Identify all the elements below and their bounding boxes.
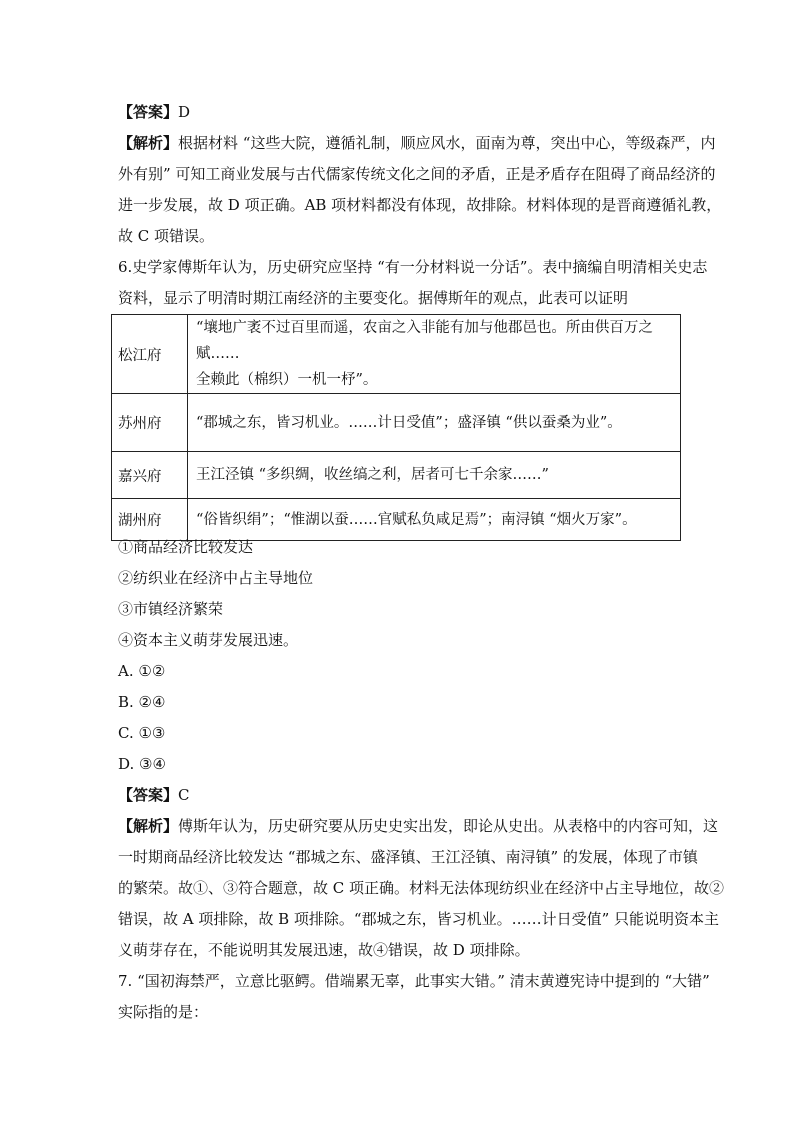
answer-value: C <box>178 786 190 804</box>
analysis-tag: 【解析】 <box>118 817 179 835</box>
table-row <box>112 452 681 499</box>
option-a: A. ①② <box>118 662 166 680</box>
analysis-5-line-2: 外有别” 可知工商业发展与古代儒家传统文化之间的矛盾，正是矛盾存在阻碍了商品经济的 <box>118 165 716 183</box>
source-table <box>111 314 681 541</box>
option-d: D. ③④ <box>118 755 166 773</box>
question-7-stem-line-2: 实际指的是： <box>118 1003 209 1021</box>
answer-5 <box>118 102 688 122</box>
table-row <box>112 499 681 541</box>
analysis-6-line-4: 错误，故 A 项排除，故 B 项排除。“郡城之东，皆习机业。……计日受值” 只能说明资本主 <box>118 910 720 928</box>
table-cell-text: “郡城之东，皆习机业。……计日受值”；盛泽镇 “供以蚕桑为业”。 <box>188 394 681 452</box>
option-b: B. ②④ <box>118 693 166 711</box>
analysis-5-line-1 <box>118 133 716 153</box>
table-row <box>112 394 681 452</box>
analysis-6-line-1 <box>118 816 719 836</box>
analysis-text: 根据材料 “这些大院，遵循礼制，顺应风水，面南为尊，突出中心，等级森严，内 <box>178 134 716 152</box>
statement-3: ③市镇经济繁荣 <box>118 600 224 618</box>
analysis-text: 傅斯年认为，历史研究要从历史史实出发，即论从史出。从表格中的内容可知，这 <box>178 817 719 835</box>
answer-tag: 【答案】 <box>118 103 179 121</box>
question-6-stem-line-2: 资料，显示了明清时期江南经济的主要变化。据傅斯年的观点，此表可以证明 <box>118 289 629 307</box>
answer-6 <box>118 785 688 805</box>
table-cell-place: 松江府 <box>112 315 188 394</box>
table-cell-place: 苏州府 <box>112 394 188 452</box>
table-cell-text: “俗皆织绢”；“惟湖以蚕……官赋私负咸足焉”；南浔镇 “烟火万家”。 <box>188 499 681 541</box>
statement-4: ④资本主义萌芽发展迅速。 <box>118 631 299 649</box>
table-cell-place: 湖州府 <box>112 499 188 541</box>
question-7-stem-line-1: 7. “国初海禁严，立意比驱鳄。借端累无辜，此事实大错。” 清末黄遵宪诗中提到的 “大错” <box>118 972 710 990</box>
statement-1: ①商品经济比较发达 <box>118 538 254 556</box>
question-6-stem-line-1: 6.史学家傅斯年认为，历史研究应坚持 “有一分材料说一分话”。表中摘编自明清相关史志 <box>118 258 708 276</box>
analysis-5-line-4: 故 C 项错误。 <box>118 227 215 245</box>
answer-tag: 【答案】 <box>118 786 179 804</box>
analysis-tag: 【解析】 <box>118 134 179 152</box>
statement-2: ②纺织业在经济中占主导地位 <box>118 569 314 587</box>
answer-value: D <box>178 103 191 121</box>
table-row <box>112 315 681 394</box>
analysis-6-line-3: 的繁荣。故①、③符合题意，故 C 项正确。材料无法体现纺织业在经济中占主导地位，故② <box>118 879 725 897</box>
table-cell-text: “壤地广袤不过百里而遥，农亩之入非能有加与他郡邑也。所由供百万之赋…… 全赖此（棉织）一机一杼”。 <box>188 315 681 394</box>
analysis-6-line-2: 一时期商品经济比较发达 “郡城之东、盛泽镇、王江泾镇、南浔镇” 的发展，体现了市镇 <box>118 848 698 866</box>
table-cell-text: 王江泾镇 “多织绸，收丝缟之利，居者可七千余家……” <box>188 452 681 499</box>
table-cell-place: 嘉兴府 <box>112 452 188 499</box>
analysis-6-line-5: 义萌芽存在，不能说明其发展迅速，故④错误，故 D 项排除。 <box>118 941 530 959</box>
analysis-5-line-3: 进一步发展，故 D 项正确。AB 项材料都没有体现，故排除。材料体现的是晋商遵循礼教， <box>118 196 722 214</box>
option-c: C. ①③ <box>118 724 166 742</box>
